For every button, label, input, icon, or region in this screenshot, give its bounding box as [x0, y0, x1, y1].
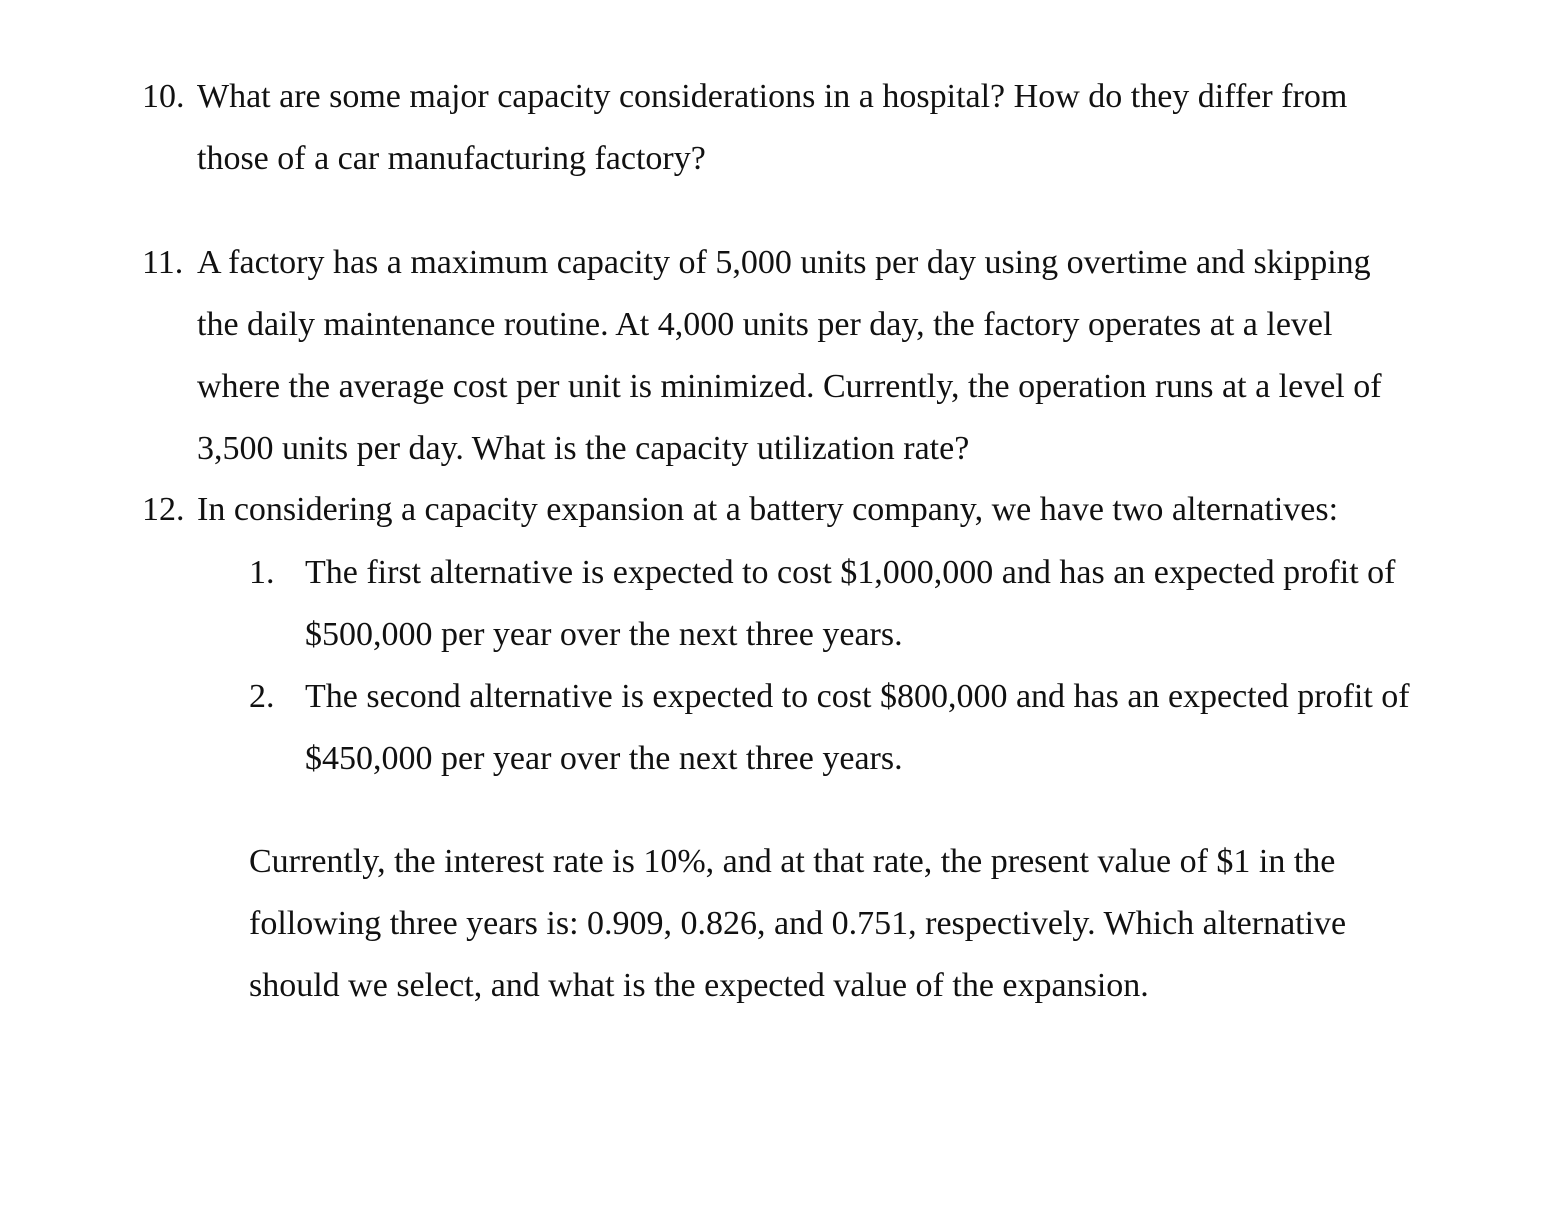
- question-11: [142, 232, 1502, 480]
- alternative-1: [249, 542, 1539, 666]
- question-10: [142, 66, 1502, 190]
- alternative-text: The second alternative is expected to cost $800,000 and has an expected profit of $450,000 per year over the next three years.: [305, 678, 1410, 777]
- alternative-2: [249, 666, 1539, 790]
- question-number: 11.: [142, 244, 184, 281]
- interest-rate-note: Currently, the interest rate is 10%, and at that rate, the present value of $1 in the following three years is: 0.909, 0.826, and 0.751, respectively. Which alternative should we select, and what is the expected value of the expansion.: [249, 843, 1347, 1004]
- question-text: What are some major capacity considerations in a hospital? How do they differ from those of a car manufacturing factory?: [197, 78, 1348, 177]
- question-number: 12.: [142, 491, 185, 528]
- question-text: A factory has a maximum capacity of 5,000 units per day using overtime and skipping the daily maintenance routine. At 4,000 units per day, the factory operates at a level where the average cost per unit is minimized. Currently, the operation runs at a level of 3,500 units per day. What is the capacity utilization rate?: [197, 244, 1382, 467]
- alternative-number: 1.: [249, 554, 275, 591]
- question-number: 10.: [142, 78, 185, 115]
- alternative-number: 2.: [249, 678, 275, 715]
- alternative-text: The first alternative is expected to cost $1,000,000 and has an expected profit of $500,000 per year over the next three years.: [305, 554, 1396, 653]
- question-text: In considering a capacity expansion at a battery company, we have two alternatives:: [197, 491, 1339, 528]
- question-12: [142, 479, 1502, 541]
